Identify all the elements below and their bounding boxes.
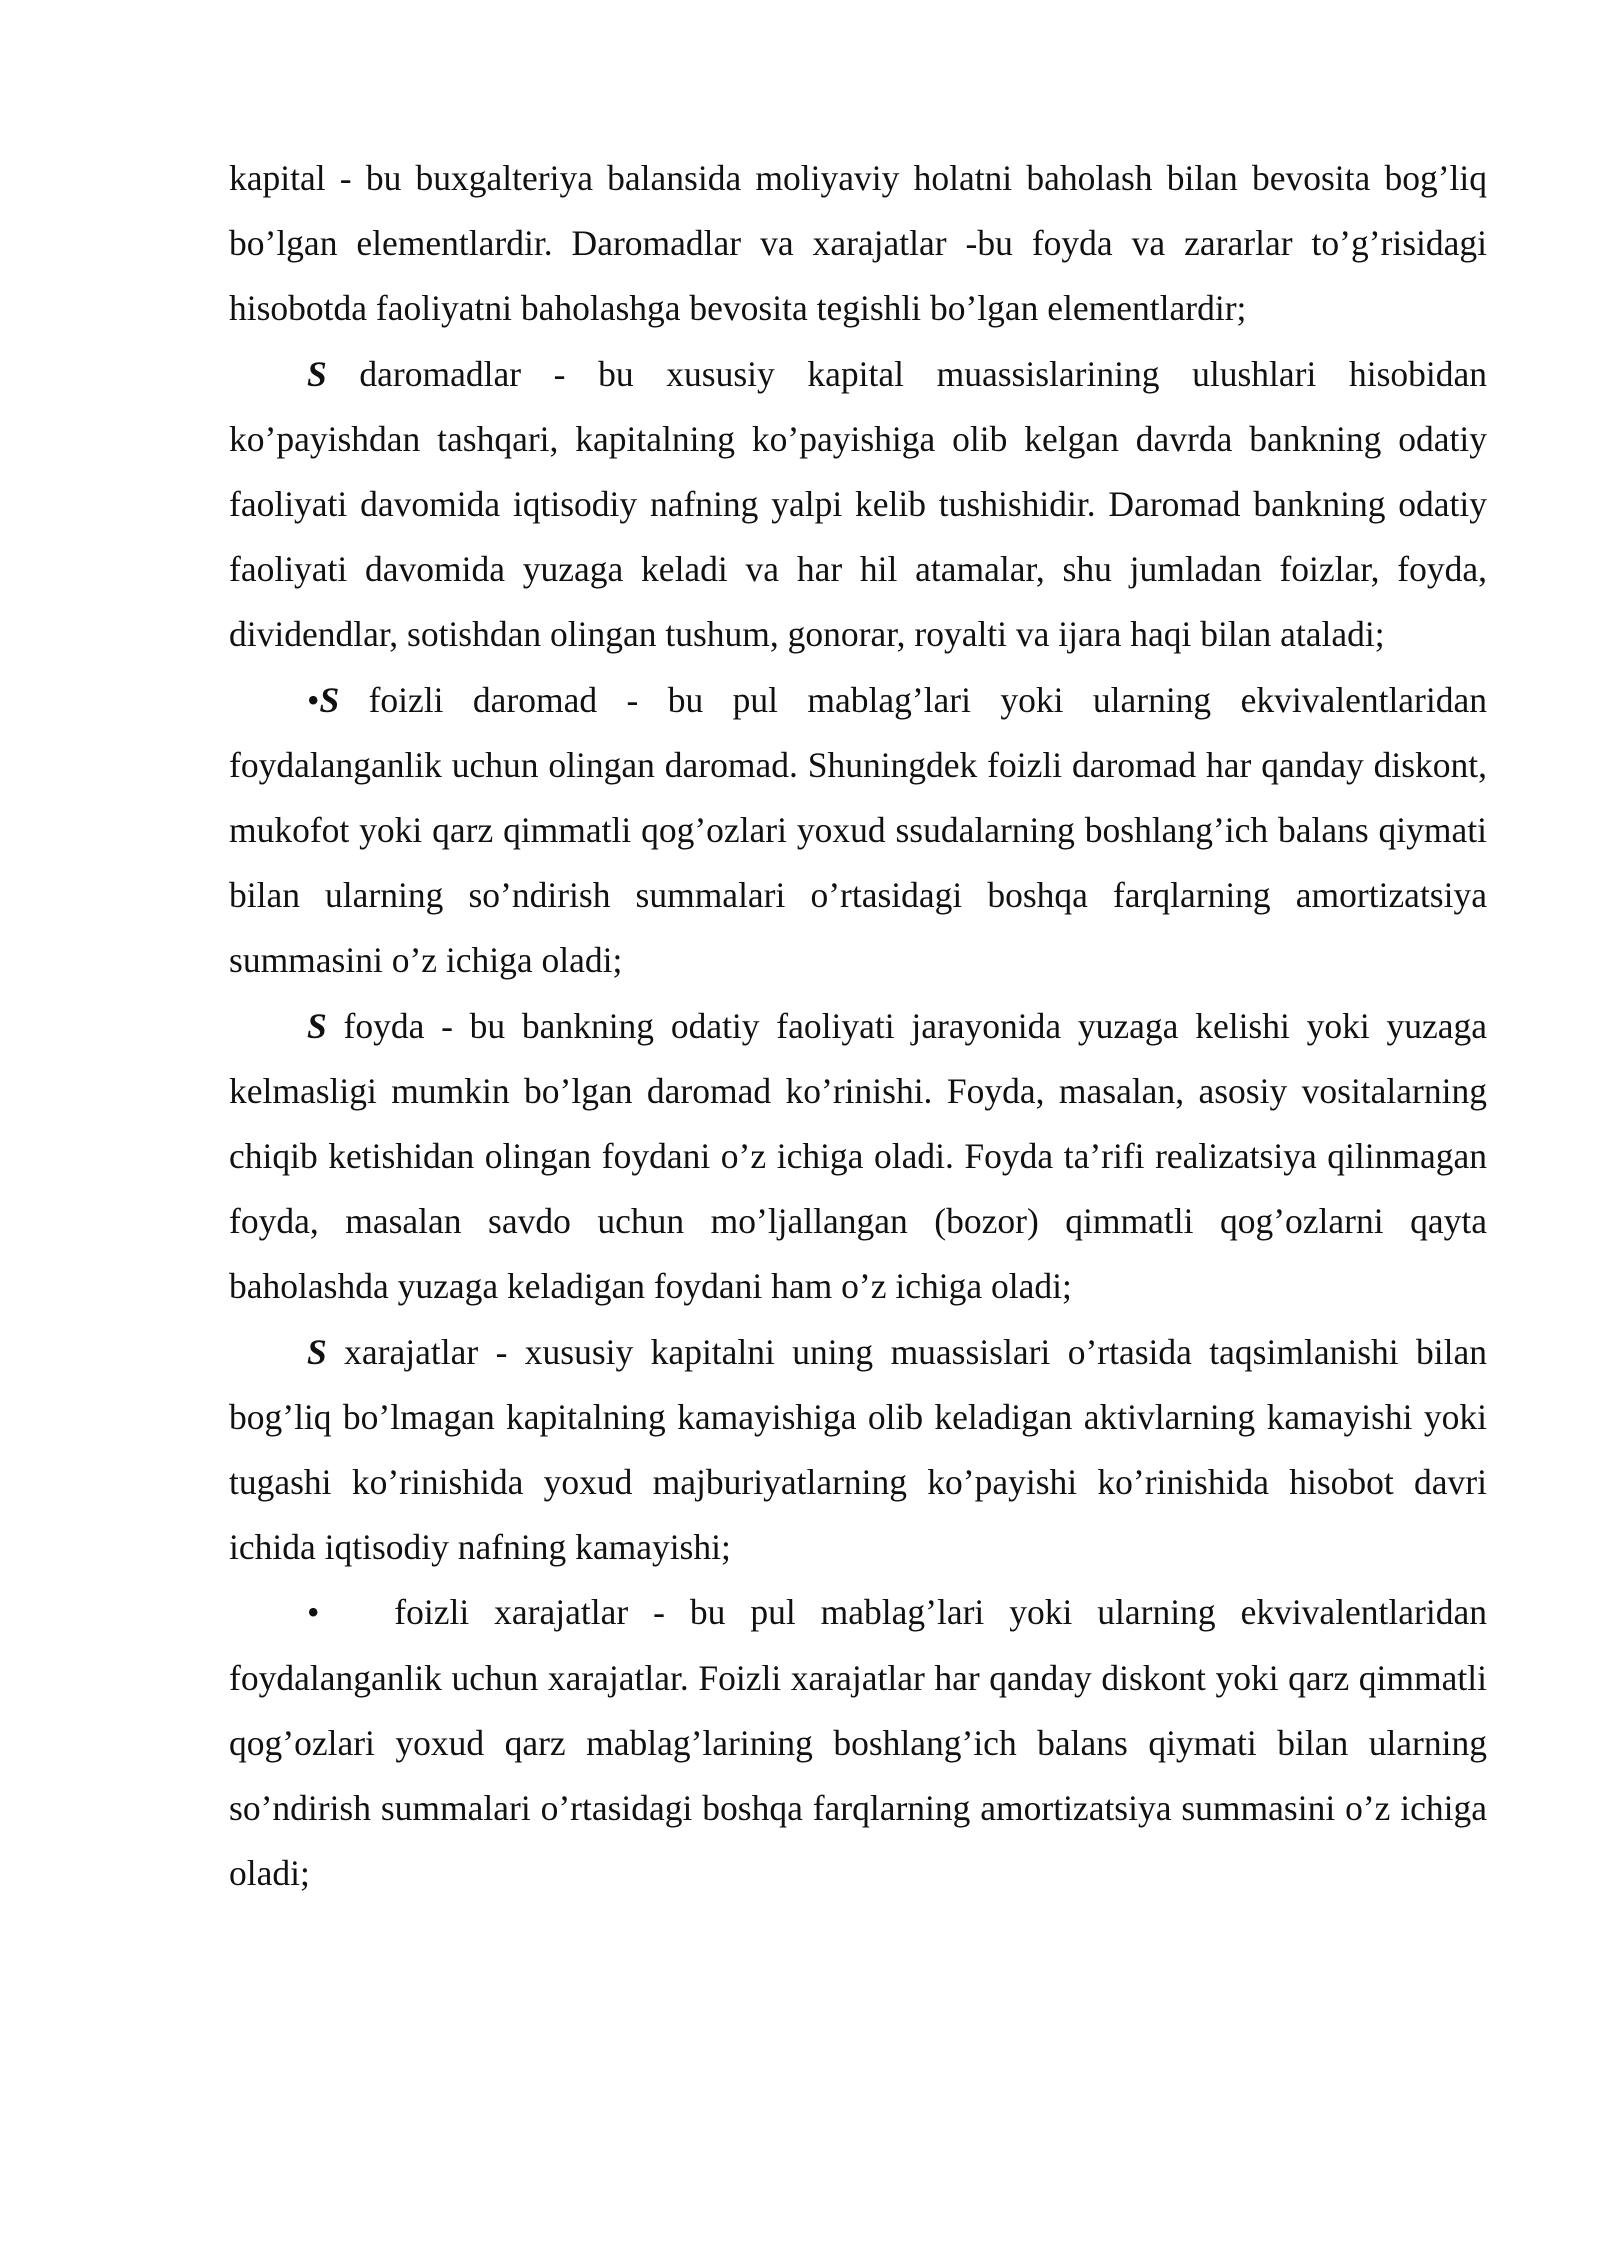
paragraph-marker: S bbox=[307, 1005, 327, 1046]
paragraph-text: foizli daromad - bu pul mablag’lari yoki ularning ekvivalentlaridan foydalanganlik uchun olingan daromad. Shuningdek foizli daromad har qanday diskont, mukofot yoki qarz qimmatli qog’ozlari yoxud ssudalarning boshlang’ich balans qiymati bilan ularning so’ndirish summalari o’rtasidagi boshqa farqlarning amortizatsiya summasini o’z ichiga oladi; bbox=[229, 679, 1487, 981]
document-page bbox=[229, 146, 1487, 1906]
paragraph-marker: S bbox=[307, 353, 327, 394]
bullet-icon: • bbox=[307, 679, 320, 720]
paragraph-marker: •S bbox=[307, 679, 340, 720]
paragraph-daromadlar bbox=[229, 342, 1487, 668]
paragraph-foizli-xarajatlar bbox=[229, 1580, 1487, 1906]
bullet-icon: • bbox=[307, 1592, 320, 1633]
paragraph-foizli-daromad bbox=[229, 668, 1487, 994]
paragraph-marker: S bbox=[307, 1331, 327, 1372]
paragraph-text: daromadlar - bu xususiy kapital muassislarining ulushlari hisobidan ko’payishdan tashqari, kapitalning ko’payishiga olib kelgan davrda bankning odatiy faoliyati davomida iqtisodiy nafning yalpi kelib tushishidir. Daromad bankning odatiy faoliyati davomida yuzaga keladi va har hil atamalar, shu jumladan foizlar, foyda, dividendlar, sotishdan olingan tushum, gonorar, royalti va ijara haqi bilan ataladi; bbox=[229, 353, 1488, 655]
paragraph-foyda bbox=[229, 994, 1487, 1320]
paragraph-text: xarajatlar - xususiy kapitalni uning muassislari o’rtasida taqsimlanishi bilan bog’liq bo’lmagan kapitalning kamayishiga olib keladigan aktivlarning kamayishi yoki tugashi ko’rinishida yoxud majburiyatlarning ko’payishi ko’rinishida hisobot davri ichida iqtisodiy nafning kamayishi; bbox=[229, 1331, 1488, 1568]
paragraph-kapital bbox=[229, 146, 1487, 342]
paragraph-text: foizli xarajatlar - bu pul mablag’lari yoki ularning ekvivalentlaridan foydalanganlik uchun xarajatlar. Foizli xarajatlar har qanday diskont yoki qarz qimmatli qog’ozlari yoxud qarz mablag’larining boshlang’ich balans qiymati bilan ularning so’ndirish summalari o’rtasidagi boshqa farqlarning amortizatsiya summasini o’z ichiga oladi; bbox=[229, 1592, 1487, 1894]
paragraph-text: foyda - bu bankning odatiy faoliyati jarayonida yuzaga kelishi yoki yuzaga kelmasligi mumkin bo’lgan daromad ko’rinishi. Foyda, masalan, asosiy vositalarning chiqib ketishidan olingan foydani o’z ichiga oladi. Foyda ta’rifi realizatsiya qilinmagan foyda, masalan savdo uchun mo’ljallangan (bozor) qimmatli qog’ozlarni qayta baholashda yuzaga keladigan foydani ham o’z ichiga oladi; bbox=[229, 1005, 1488, 1307]
paragraph-xarajatlar bbox=[229, 1320, 1487, 1581]
paragraph-text: kapital - bu buxgalteriya balansida moliyaviy holatni baholash bilan bevosita bog’liq bo’lgan elementlardir. Daromadlar va xarajatlar -bu foyda va zararlar to’g’risidagi hisobotda faoliyatni baholashga bevosita tegishli bo’lgan elementlardir; bbox=[229, 158, 1487, 329]
